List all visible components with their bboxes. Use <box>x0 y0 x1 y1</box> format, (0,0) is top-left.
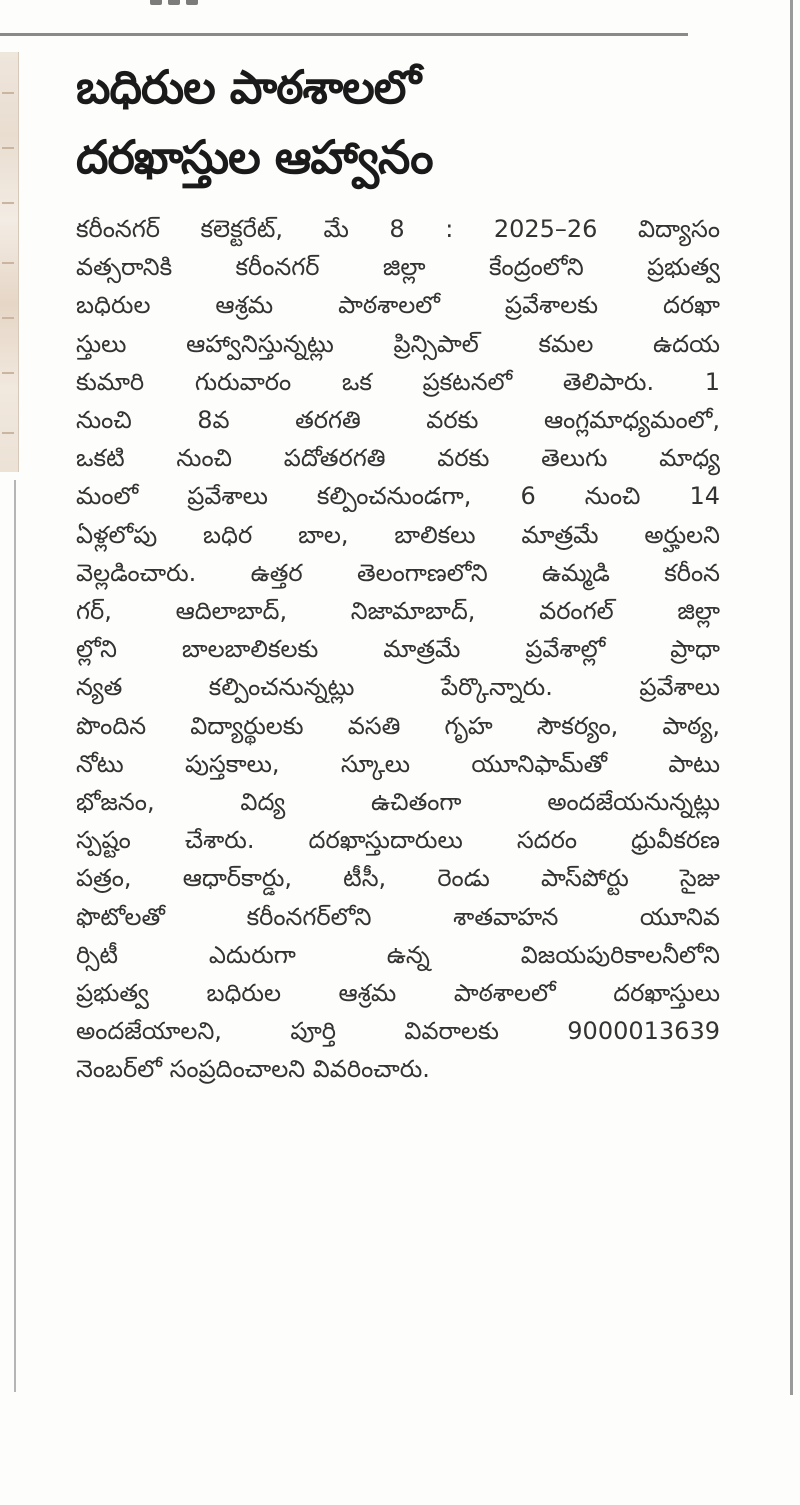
headline-line: దరఖాస్తుల ఆహ్వానం <box>76 130 433 184</box>
body-line: కరీంనగర్ కలెక్టరేట్, మే 8 : 2025–26 విద్యాసం <box>76 215 720 243</box>
body-line: నుంచి 8వ తరగతి వరకు ఆంగ్లమాధ్యమంలో, <box>76 406 720 435</box>
previous-article-fragment <box>150 0 270 8</box>
body-line: స్తులు ఆహ్వానిస్తున్నట్లు ప్రిన్సిపాల్ కమల ఉదయ <box>76 329 720 358</box>
body-line: ప్రభుత్వ బధిరుల ఆశ్రమ పాఠశాలలో దరఖాస్తులు <box>76 979 720 1008</box>
left-column-rule <box>14 480 16 1392</box>
top-divider <box>0 33 688 36</box>
adjacent-column-image-strip <box>0 52 19 472</box>
body-line: మంలో ప్రవేశాలు కల్పించనుండగా, 6 నుంచి 14 <box>76 482 720 511</box>
body-line: ఏళ్లలోపు బధిర బాల, బాలికలు మాత్రమే అర్హులని <box>76 520 720 549</box>
body-line: ర్సిటీ ఎదురుగా ఉన్న విజయపురికాలనీలోని <box>76 940 720 969</box>
body-line: అందజేయాలని, పూర్తి వివరాలకు 9000013639 <box>76 1017 720 1046</box>
right-column-border <box>790 0 793 1395</box>
body-line: ఫొటోలతో కరీంనగర్‌లోని శాతవాహన యూనివ <box>76 902 720 931</box>
body-line: కుమారి గురువారం ఒక ప్రకటనలో తెలిపారు. 1 <box>76 367 720 396</box>
body-line: నోటు పుస్తకాలు, స్కూలు యూనిఫామ్‌తో పాటు <box>76 749 720 778</box>
body-line: పొందిన విద్యార్థులకు వసతి గృహ సౌకర్యం, పాఠ్య, <box>76 711 720 740</box>
headline <box>76 52 720 192</box>
news-article <box>76 52 720 1089</box>
body-line: నెంబర్‌లో సంప్రదించాలని వివరించారు. <box>76 1055 430 1084</box>
body-line: స్పష్టం చేశారు. దరఖాస్తుదారులు సదరం ధ్రువీకరణ <box>76 826 720 855</box>
body-line: ఒకటి నుంచి పదోతరగతి వరకు తెలుగు మాధ్య <box>76 444 720 473</box>
body-line: వెల్లడించారు. ఉత్తర తెలంగాణలోని ఉమ్మడి కరీంన <box>76 558 720 587</box>
body-line: వత్సరానికి కరీంనగర్ జిల్లా కేంద్రంలోని ప్రభుత్వ <box>76 253 720 282</box>
body-line: ల్లోని బాలబాలికలకు మాత్రమే ప్రవేశాల్లో ప్రాధా <box>76 635 720 664</box>
body-line: గర్, ఆదిలాబాద్, నిజామాబాద్, వరంగల్ జిల్లా <box>76 597 720 626</box>
body-line: న్యత కల్పించనున్నట్లు పేర్కొన్నారు. ప్రవేశాలు <box>76 673 720 702</box>
body-line: భోజనం, విద్య ఉచితంగా అందజేయనున్నట్లు <box>76 788 720 817</box>
headline-line: బధిరుల పాఠశాలలో <box>76 60 421 114</box>
article-body <box>76 210 720 1089</box>
body-line: పత్రం, ఆధార్‌కార్డు, టీసీ, రెండు పాస్‌పోర్టు సైజు <box>76 864 720 893</box>
body-line: బధిరుల ఆశ్రమ పాఠశాలలో ప్రవేశాలకు దరఖా <box>76 291 720 320</box>
